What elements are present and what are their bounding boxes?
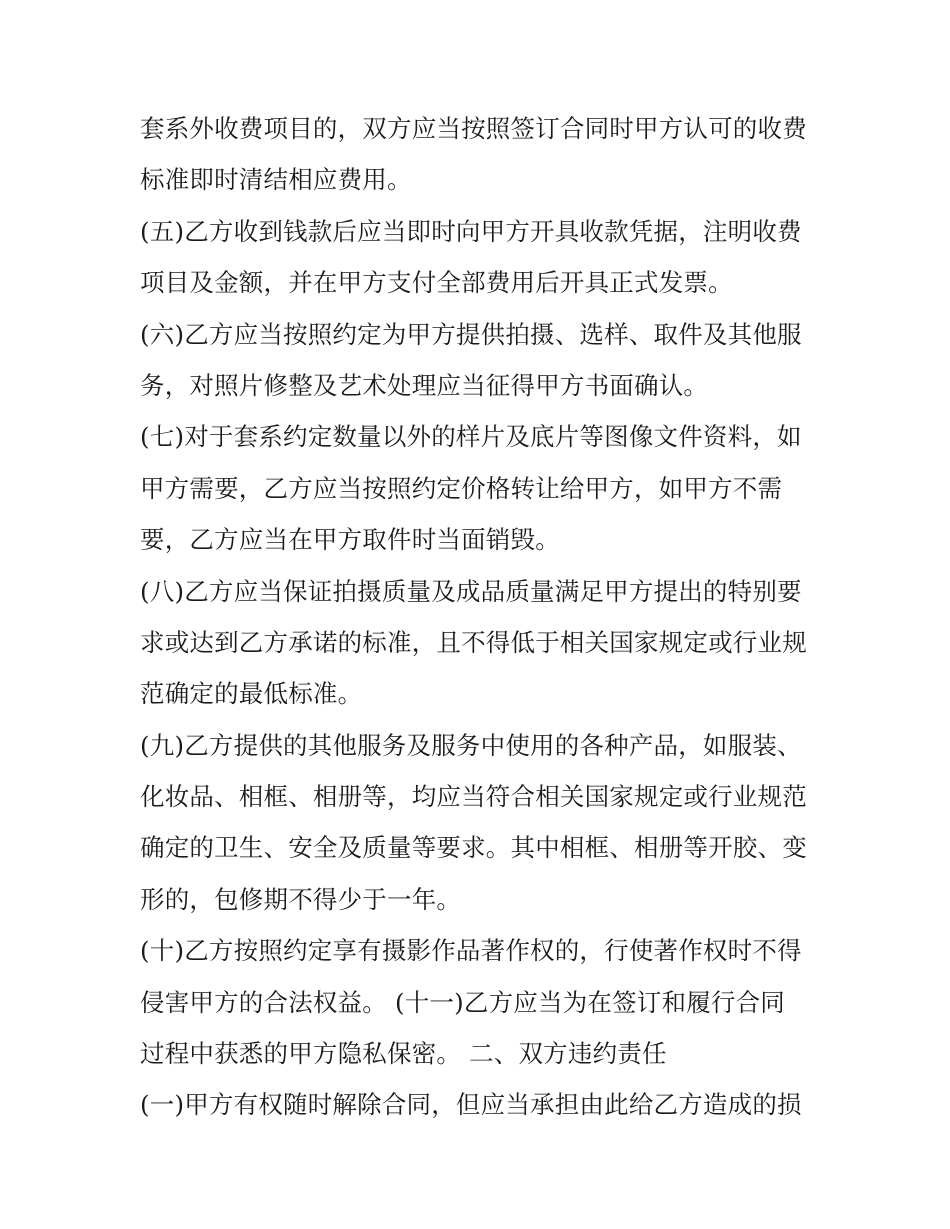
text-line: (九)乙方提供的其他服务及服务中使用的各种产品，如服装、 [140,730,802,760]
text-line: 形的，包修期不得少于一年。 [140,884,462,914]
text-line: 甲方需要，乙方应当按照约定价格转让给甲方，如甲方不需 [140,473,783,503]
text-line: 侵害甲方的合法权益。 (十一)乙方应当为在签订和履行合同 [140,987,786,1017]
text-line: (十)乙方按照约定享有摄影作品著作权的，行使著作权时不得 [140,936,802,966]
text-line: 化妆品、相框、相册等，均应当符合相关国家规定或行业规范 [140,782,807,812]
text-line: (一)甲方有权随时解除合同，但应当承担由此给乙方造成的损 [140,1090,802,1120]
text-line: 项目及金额，并在甲方支付全部费用后开具正式发票。 [140,268,733,298]
document-body [140,103,820,1131]
text-line: 套系外收费项目的，双方应当按照签订合同时甲方认可的收费 [140,114,807,143]
text-line: 过程中获悉的甲方隐私保密。 二、双方违约责任 [140,1039,667,1069]
text-line: 标准即时清结相应费用。 [140,165,412,195]
text-line: 务，对照片修整及艺术处理应当征得甲方书面确认。 [140,370,709,400]
text-line: (六)乙方应当按照约定为甲方提供拍摄、选样、取件及其他服 [140,319,802,349]
text-line: (八)乙方应当保证拍摄质量及成品质量满足甲方提出的特别要 [140,576,802,606]
text-line: (七)对于套系约定数量以外的样片及底片等图像文件资料，如 [140,422,802,452]
text-line: 要，乙方应当在甲方取件时当面销毁。 [140,525,560,555]
text-line: 确定的卫生、安全及质量等要求。其中相框、相册等开胶、变 [140,833,807,863]
text-line: 范确定的最低标准。 [140,679,363,709]
text-line: 求或达到乙方承诺的标准，且不得低于相关国家规定或行业规 [140,627,807,657]
text-line: (五)乙方收到钱款后应当即时向甲方开具收款凭据，注明收费 [140,216,802,246]
